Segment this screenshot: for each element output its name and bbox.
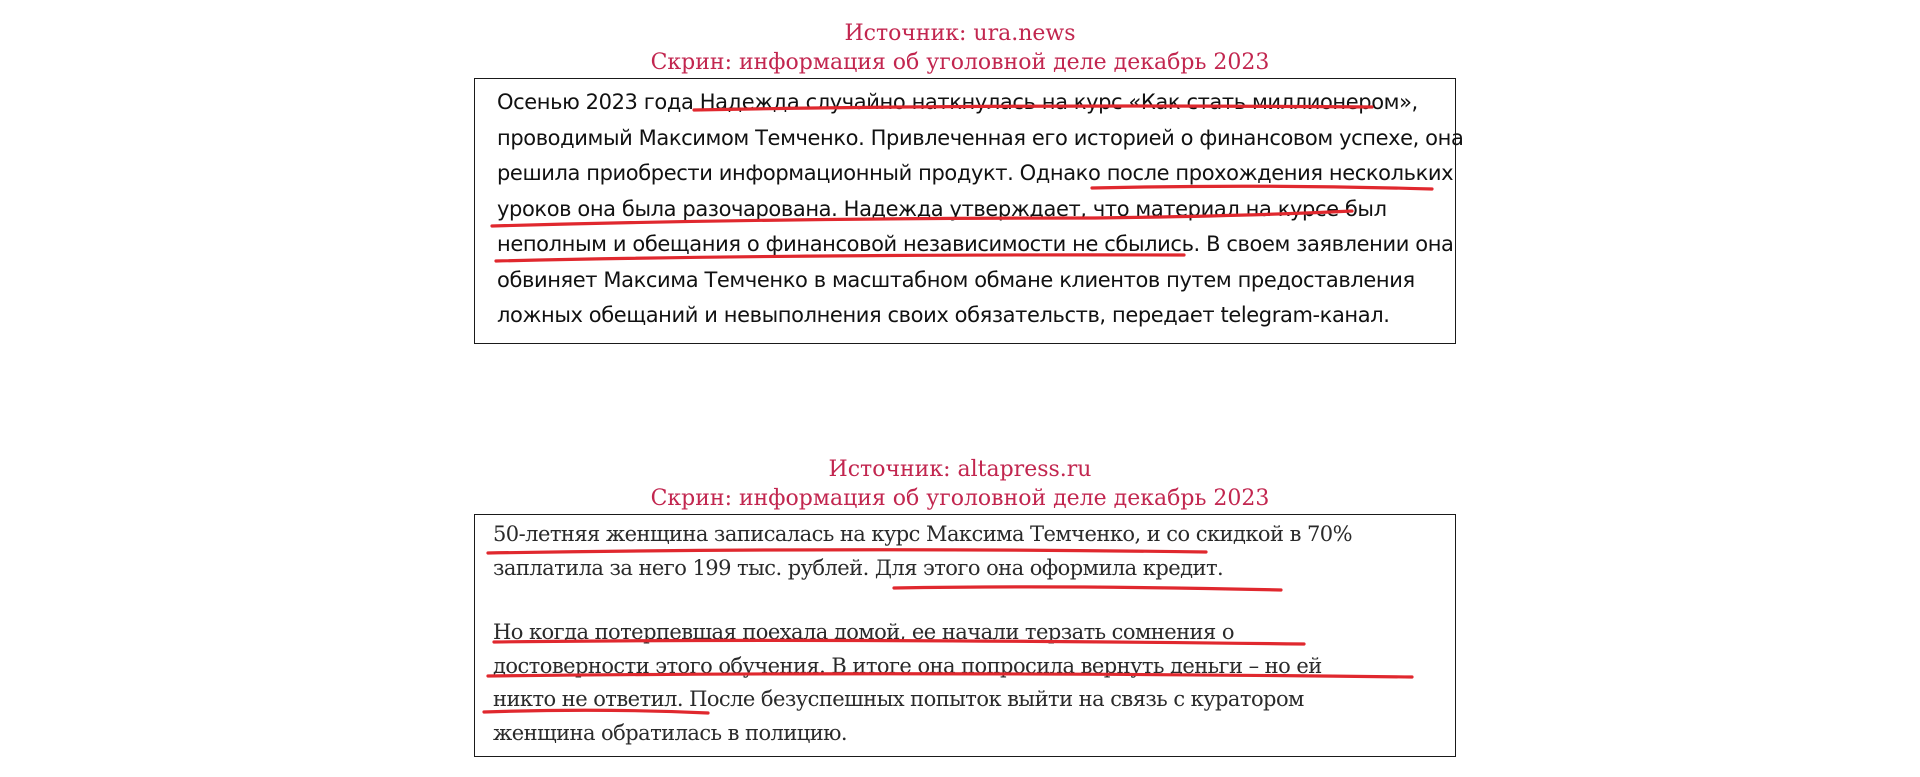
source-caption-2 bbox=[0, 455, 1920, 513]
quote-paragraph-1 bbox=[493, 518, 1448, 585]
quote-box-altapress bbox=[474, 514, 1456, 757]
paragraph-line: решила приобрести информационный продукт. Однако после прохождения нескольких bbox=[497, 161, 1454, 185]
paragraph-line: проводимый Максимом Темченко. Привлеченная его историей о финансовом успехе, она bbox=[497, 125, 1464, 150]
quote-box-ura-news bbox=[474, 78, 1464, 344]
screen-line: Скрин: информация об уголовной деле декабрь 2023 bbox=[650, 50, 1270, 75]
paragraph-line: женщина обратилась в полицию. bbox=[493, 720, 848, 745]
paragraph-line: 50-летняя женщина записалась на курс Максима Темченко, и со скидкой в 70% bbox=[493, 522, 1353, 546]
paragraph-line: уроков она была разочарована. Надежда утверждает, что материал на курсе был bbox=[497, 196, 1387, 221]
paragraph-line: достоверности этого обучения. В итоге она попросила вернуть деньги – но ей bbox=[493, 653, 1322, 678]
paragraph-line: ложных обещаний и невыполнения своих обязательств, передает telegram-канал. bbox=[497, 303, 1390, 327]
source-line: Источник: altapress.ru bbox=[828, 457, 1092, 482]
paragraph-line: неполным и обещания о финансовой независимости не сбылись. В своем заявлении она bbox=[497, 232, 1454, 256]
paragraph-line: Но когда потерпевшая поехала домой, ее начали терзать сомнения о bbox=[493, 620, 1234, 644]
paragraph-line: никто не ответил. После безуспешных попыток выйти на связь с куратором bbox=[493, 687, 1304, 711]
paragraph-line: обвиняет Максима Темченко в масштабном обмане клиентов путем предоставления bbox=[497, 267, 1415, 292]
quote-paragraph-2 bbox=[493, 616, 1448, 750]
source-line: Источник: ura.news bbox=[844, 21, 1076, 46]
paragraph-line: заплатила за него 199 тыс. рублей. Для этого она оформила кредит. bbox=[493, 555, 1224, 580]
quote-paragraph bbox=[497, 85, 1464, 334]
source-caption-1 bbox=[0, 19, 1920, 77]
paragraph-line: Осенью 2023 года Надежда случайно наткнулась на курс «Как стать миллионером», bbox=[497, 90, 1418, 114]
screen-line: Скрин: информация об уголовной деле декабрь 2023 bbox=[650, 486, 1270, 511]
